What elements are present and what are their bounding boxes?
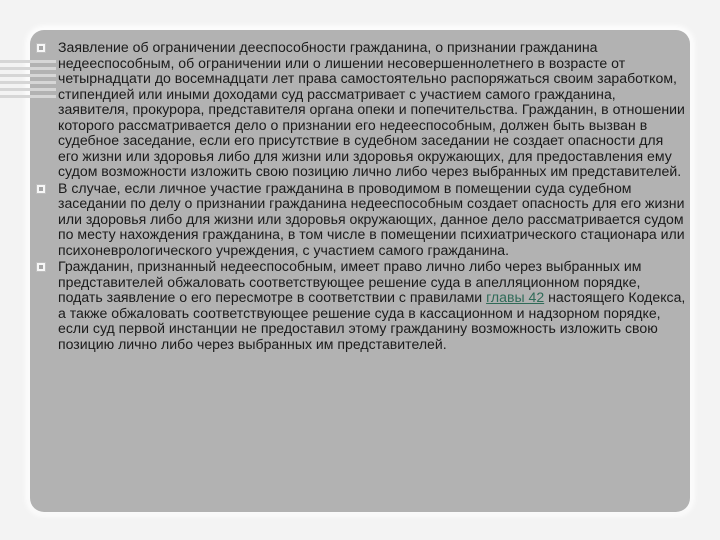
bullet-item [36, 40, 686, 180]
bullet-text-before-link: Гражданин, признанный недееспособным, имеет право лично либо через выбранных им представителей обжаловать соответствующее решение суда в апелляционном порядке, подать заявление о его пересмотре в соответствии с правилами [58, 258, 642, 305]
bullet-item [36, 181, 686, 259]
square-bullet-icon [36, 43, 46, 53]
square-bullet-icon [36, 262, 46, 272]
bullet-list [36, 40, 686, 353]
bullet-text: Заявление об ограничении дееспособности гражданина, о признании гражданина недееспособным, об ограничении или о лишении несовершеннолетнего в возрасте от четырнадцати до восемнадцати лет права самостоятельно распоряжаться своим заработком, стипендией или иными доходами суд рассматривает с участием самого гражданина, заявителя, прокурора, представителя органа опеки и попечительства. Гражданин, в отношении которого рассматривается дело о признании его недееспособным, должен быть вызван в судебное заседание, если его присутствие в судебном заседании не создает опасности для его жизни или здоровья либо для жизни или здоровья окружающих, для предоставления ему судом возможности изложить свою позицию лично либо через выбранных им представителей. [58, 39, 685, 179]
bullet-text: В случае, если личное участие гражданина в проводимом в помещении суда судебном заседании по делу о признании гражданина недееспособным создает опасность для его жизни или здоровья либо для жизни или здоровья окружающих, данное дело рассматривается судом по месту нахождения гражданина, в том числе в помещении психиатрического стационара или психоневрологического учреждения, с участием самого гражданина. [58, 179, 685, 258]
bullet-text-after-link: настоящего Кодекса, а также обжаловать соответствующее решение суда в кассационном и надзорном порядке, если суд первой инстанции не предоставил этому гражданину возможность изложить свою позицию лично либо через выбранных им представителей. [58, 289, 686, 352]
bullet-item [36, 259, 686, 352]
square-bullet-icon [36, 184, 46, 194]
chapter-42-link[interactable]: главы 42 [486, 289, 545, 305]
